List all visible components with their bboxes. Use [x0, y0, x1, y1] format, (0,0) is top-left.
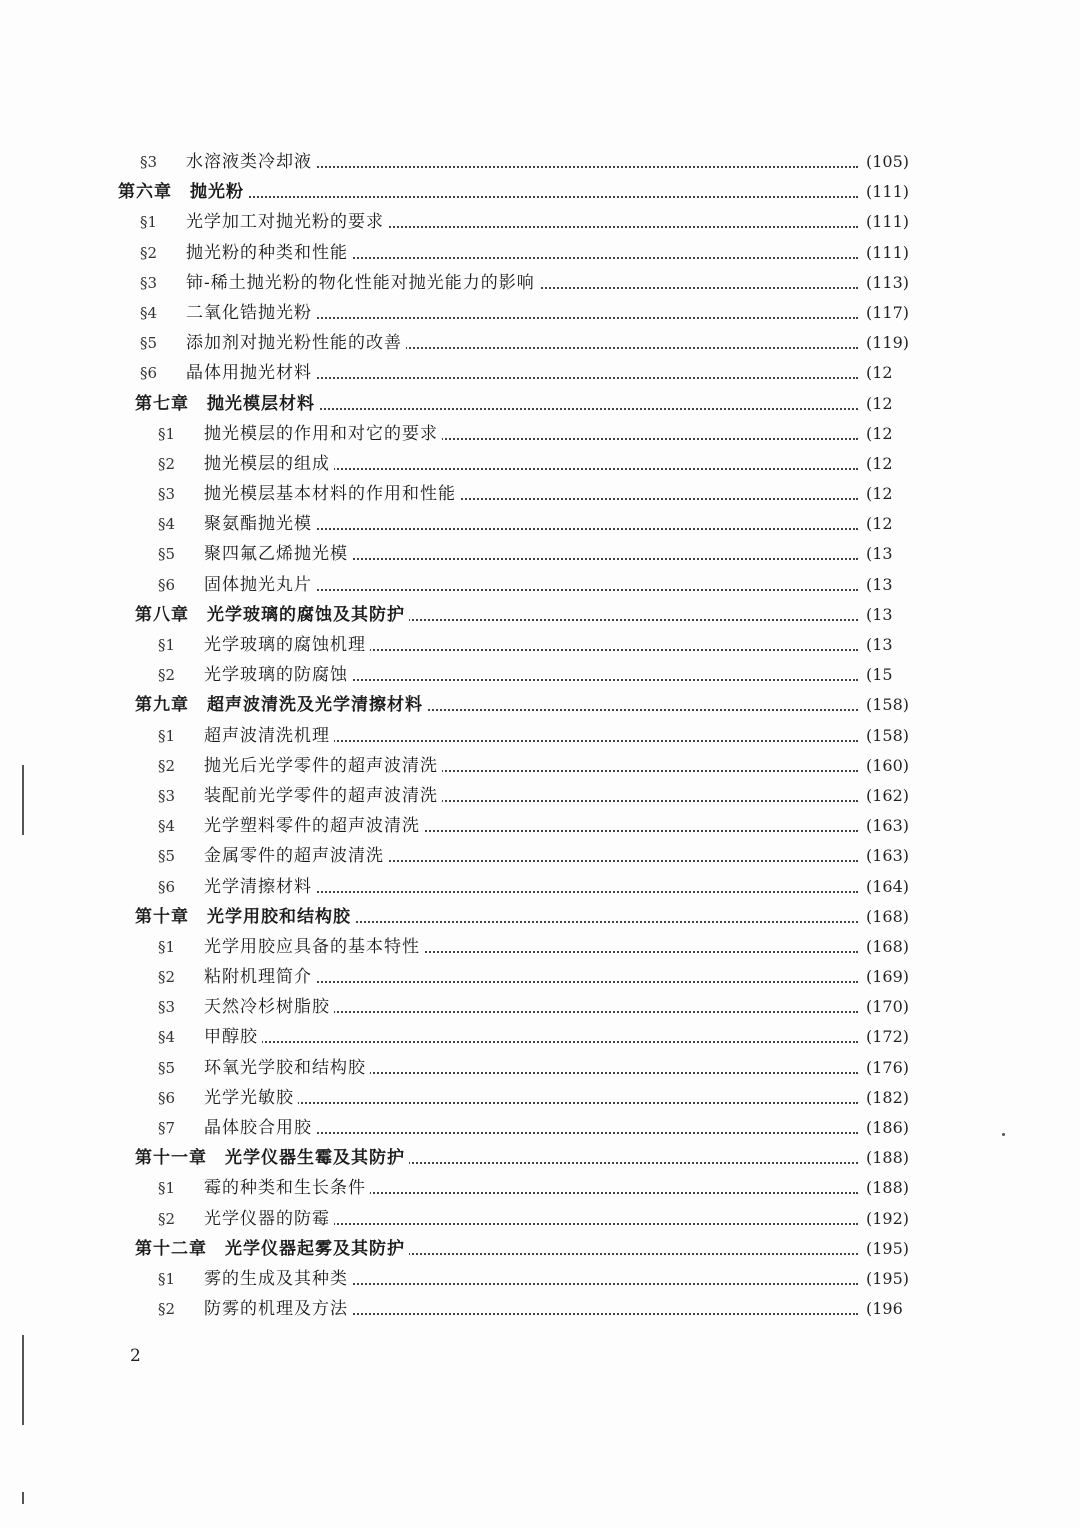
- section-title: 添加剂对抛光粉性能的改善: [186, 328, 406, 358]
- toc-section-entry: [0, 721, 1080, 751]
- page-reference: (13: [862, 630, 893, 660]
- section-number: §7: [158, 1119, 176, 1137]
- section-title: 甲醇胶: [204, 1022, 262, 1052]
- section-number: §3: [158, 786, 176, 805]
- section-title: 霉的种类和生长条件: [204, 1173, 370, 1203]
- toc-chapter-entry: [0, 1234, 1080, 1264]
- section-number: §3: [140, 153, 158, 171]
- page-reference: (12: [862, 419, 893, 449]
- toc-section-entry: [0, 268, 1080, 298]
- section-title: 装配前光学零件的超声波清洗: [204, 781, 442, 811]
- toc-section-entry: [0, 298, 1080, 328]
- section-number: §2: [158, 454, 176, 473]
- section-title: 光学用胶应具备的基本特性: [204, 932, 424, 962]
- section-title: 抛光粉的种类和性能: [186, 238, 352, 268]
- section-number: §5: [158, 847, 176, 866]
- toc-section-entry: [0, 872, 1080, 902]
- page-reference: (160): [862, 751, 909, 781]
- scan-artifact-line: [22, 1492, 24, 1504]
- section-title: 光学加工对抛光粉的要求: [186, 207, 388, 237]
- toc-section-entry: [0, 1294, 1080, 1324]
- section-title: 光学玻璃的腐蚀机理: [204, 630, 370, 660]
- section-title: 水溶液类冷却液: [186, 147, 316, 177]
- toc-section-entry: [0, 1173, 1080, 1203]
- section-number: §4: [158, 515, 176, 534]
- page-reference: (158): [862, 690, 909, 720]
- page-reference: (111): [862, 177, 909, 207]
- page-reference: (12: [862, 509, 893, 539]
- section-title: 粘附机理简介: [204, 962, 316, 992]
- page-reference: (12: [862, 449, 893, 479]
- section-number: §5: [140, 334, 158, 353]
- toc-section-entry: [0, 1264, 1080, 1294]
- section-title: 铈-稀土抛光粉的物化性能对抛光能力的影响: [186, 268, 539, 298]
- toc-section-entry: [0, 1204, 1080, 1234]
- section-title: 光学玻璃的防腐蚀: [204, 660, 352, 690]
- section-number: §6: [140, 364, 158, 383]
- section-title: 光学清擦材料: [204, 872, 316, 902]
- section-title: 聚四氟乙烯抛光模: [204, 539, 352, 569]
- page-reference: (186): [862, 1113, 909, 1143]
- toc-section-entry: [0, 238, 1080, 268]
- section-title: 超声波清洗机理: [204, 721, 334, 751]
- chapter-title: 第六章 抛光粉: [118, 177, 248, 207]
- toc-chapter-entry: [0, 600, 1080, 630]
- toc-chapter-entry: [0, 690, 1080, 720]
- page-reference: (13: [862, 570, 893, 600]
- toc-section-entry: [0, 932, 1080, 962]
- section-title: 固体抛光丸片: [204, 570, 316, 600]
- page-reference: (12: [862, 389, 893, 419]
- toc-section-entry: [0, 630, 1080, 660]
- chapter-title: 第十章 光学用胶和结构胶: [135, 902, 355, 932]
- section-number: §2: [158, 1209, 176, 1228]
- page-reference: (12: [862, 479, 893, 509]
- page-reference: (168): [862, 932, 909, 962]
- section-title: 抛光模层的组成: [204, 449, 334, 479]
- chapter-title: 第九章 超声波清洗及光学清擦材料: [135, 690, 427, 720]
- section-number: §2: [158, 666, 176, 685]
- toc-section-entry: [0, 419, 1080, 449]
- page-reference: (164): [862, 872, 909, 902]
- chapter-title: 第十一章 光学仪器生霉及其防护: [135, 1143, 409, 1173]
- chapter-title: 第八章 光学玻璃的腐蚀及其防护: [135, 600, 409, 630]
- page-reference: (13: [862, 539, 893, 569]
- scan-artifact-line: [22, 1335, 24, 1425]
- section-number: §5: [158, 1058, 176, 1077]
- section-title: 天然冷杉树脂胶: [204, 992, 334, 1022]
- section-title: 光学仪器的防霉: [204, 1204, 334, 1234]
- section-number: §4: [158, 1028, 176, 1047]
- toc-section-entry: [0, 207, 1080, 237]
- toc-chapter-entry: [0, 177, 1080, 207]
- toc-section-entry: [0, 841, 1080, 871]
- chapter-title: 第七章 抛光模层材料: [135, 389, 319, 419]
- toc-section-entry: [0, 962, 1080, 992]
- section-number: §3: [140, 273, 158, 292]
- section-number: §4: [140, 303, 158, 322]
- section-number: §6: [158, 575, 176, 594]
- page-reference: (188): [862, 1173, 909, 1203]
- section-number: §1: [158, 726, 176, 745]
- page-reference: (12: [862, 358, 893, 388]
- toc-section-entry: [0, 1022, 1080, 1052]
- section-number: §2: [140, 243, 158, 262]
- page-reference: (15: [862, 660, 893, 690]
- toc-chapter-entry: [0, 902, 1080, 932]
- section-number: §1: [158, 1269, 176, 1288]
- toc-section-entry: [0, 1053, 1080, 1083]
- toc-section-entry: [0, 509, 1080, 539]
- section-title: 二氧化锆抛光粉: [186, 298, 316, 328]
- section-number: §1: [158, 424, 176, 443]
- page-reference: (117): [862, 298, 909, 328]
- page-reference: (162): [862, 781, 909, 811]
- page-reference: (172): [862, 1022, 909, 1052]
- page-reference: (195): [862, 1264, 909, 1294]
- toc-section-entry: [0, 660, 1080, 690]
- section-number: §6: [158, 1088, 176, 1107]
- toc-section-entry: [0, 781, 1080, 811]
- dot-leader: [210, 1041, 858, 1043]
- section-title: 抛光后光学零件的超声波清洗: [204, 751, 442, 781]
- section-number: §1: [158, 1179, 176, 1198]
- dot-leader: [210, 1102, 858, 1104]
- toc-section-entry: [0, 539, 1080, 569]
- page-reference: (13: [862, 600, 893, 630]
- page-number: 2: [130, 1346, 141, 1366]
- section-number: §5: [158, 545, 176, 564]
- page-reference: (170): [862, 992, 909, 1022]
- toc-section-entry: [0, 992, 1080, 1022]
- page-reference: (196: [862, 1294, 903, 1324]
- section-title: 抛光模层基本材料的作用和性能: [204, 479, 460, 509]
- toc-section-entry: [0, 479, 1080, 509]
- page-reference: (119): [862, 328, 909, 358]
- section-title: 晶体胶合用胶: [204, 1113, 316, 1143]
- section-number: §2: [158, 756, 176, 775]
- section-number: §1: [158, 937, 176, 956]
- toc-section-entry: [0, 1113, 1080, 1143]
- section-number: §2: [158, 968, 176, 987]
- page-reference: (168): [862, 902, 909, 932]
- section-number: §2: [158, 1300, 176, 1319]
- toc-chapter-entry: [0, 1143, 1080, 1173]
- section-title: 雾的生成及其种类: [204, 1264, 352, 1294]
- table-of-contents: [0, 147, 1080, 1324]
- toc-section-entry: [0, 358, 1080, 388]
- section-title: 防雾的机理及方法: [204, 1294, 352, 1324]
- toc-chapter-entry: [0, 389, 1080, 419]
- page-reference: (176): [862, 1053, 909, 1083]
- section-title: 晶体用抛光材料: [186, 358, 316, 388]
- section-title: 光学光敏胶: [204, 1083, 298, 1113]
- section-number: §3: [158, 485, 176, 504]
- toc-section-entry: [0, 751, 1080, 781]
- section-title: 抛光模层的作用和对它的要求: [204, 419, 442, 449]
- toc-section-entry: [0, 449, 1080, 479]
- scan-speck: [1002, 1133, 1005, 1136]
- page-reference: (192): [862, 1204, 909, 1234]
- section-number: §3: [158, 998, 176, 1017]
- section-title: 聚氨酯抛光模: [204, 509, 316, 539]
- page-reference: (111): [862, 238, 909, 268]
- toc-section-entry: [0, 1083, 1080, 1113]
- toc-section-entry: [0, 811, 1080, 841]
- page-reference: (158): [862, 721, 909, 751]
- page-reference: (188): [862, 1143, 909, 1173]
- page-reference: (111): [862, 207, 909, 237]
- section-title: 环氧光学胶和结构胶: [204, 1053, 370, 1083]
- section-number: §1: [140, 213, 158, 232]
- page-reference: (182): [862, 1083, 909, 1113]
- toc-section-entry: [0, 147, 1080, 177]
- section-number: §4: [158, 817, 176, 836]
- page-reference: (113): [862, 268, 909, 298]
- section-title: 金属零件的超声波清洗: [204, 841, 388, 871]
- page-reference: (169): [862, 962, 909, 992]
- page-reference: (105): [862, 147, 909, 177]
- page-reference: (195): [862, 1234, 909, 1264]
- section-title: 光学塑料零件的超声波清洗: [204, 811, 424, 841]
- toc-section-entry: [0, 570, 1080, 600]
- toc-section-entry: [0, 328, 1080, 358]
- scan-artifact-line: [22, 765, 24, 835]
- chapter-title: 第十二章 光学仪器起雾及其防护: [135, 1234, 409, 1264]
- page-reference: (163): [862, 811, 909, 841]
- section-number: §1: [158, 636, 176, 654]
- page-reference: (163): [862, 841, 909, 871]
- section-number: §6: [158, 877, 176, 896]
